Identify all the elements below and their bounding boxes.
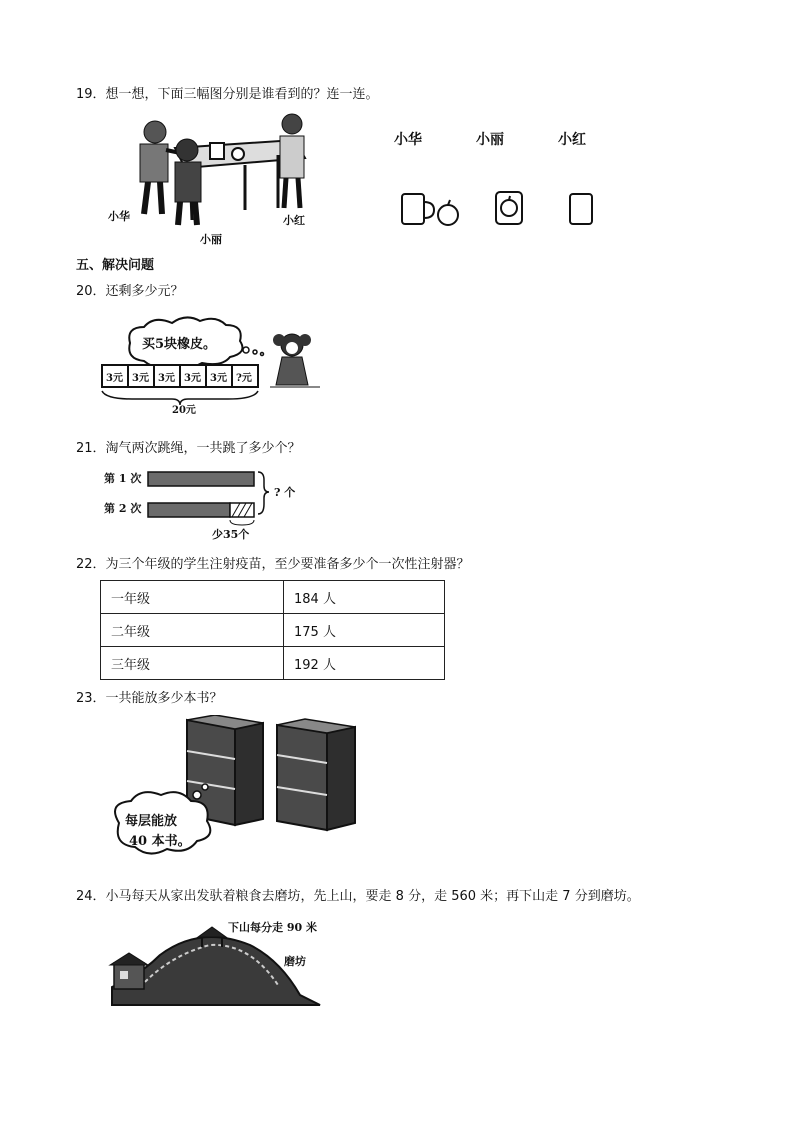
view-cup-apple-icon (402, 194, 458, 225)
count-cell: 184 人 (284, 581, 445, 614)
total-brace (258, 472, 269, 514)
row2-label: 第 2 次 (104, 502, 142, 515)
mill-label: 磨坊 (284, 955, 306, 968)
bubble-line-1: 每层能放 (125, 814, 178, 829)
person-xiaoli (175, 139, 201, 225)
view-name-xiaohua: 小华 (394, 132, 422, 148)
grade-cell: 二年级 (101, 614, 284, 647)
girl-figure (273, 334, 311, 385)
bar-cell: 3元 (158, 373, 175, 384)
scene-label-xiaoli: 小丽 (200, 233, 222, 246)
cup-on-table (210, 143, 224, 159)
view-cup-icon (570, 194, 592, 224)
vaccine-table (100, 580, 445, 680)
house-icon (110, 953, 148, 989)
money-bar (102, 365, 258, 387)
q24-figure (100, 915, 340, 1010)
question-22-text: 22．为三个年级的学生注射疫苗，至少要准备多少个一次性注射器？ (76, 557, 470, 572)
scene-label-xiaohua: 小华 (108, 210, 130, 223)
less-label: 少35个 (212, 528, 250, 541)
table-row (101, 647, 445, 680)
total-brace (102, 391, 258, 405)
count-cell: 175 人 (284, 614, 445, 647)
q19-views-figure (390, 124, 610, 234)
question-24-text: 24．小马每天从家出发驮着粮食去磨坊，先上山，要走 8 分，走 560 米；再下山走 7 分到磨坊。 (76, 889, 640, 904)
scene-label-xiaohong: 小红 (283, 214, 305, 227)
bar-first (148, 472, 254, 486)
person-xiaohong (280, 114, 304, 208)
q19-scene-figure (100, 110, 330, 250)
view-name-xiaohong: 小红 (558, 132, 586, 148)
bar-cell: 3元 (184, 373, 201, 384)
table-row (101, 614, 445, 647)
bar-cell: 3元 (210, 373, 227, 384)
total-label: 20元 (172, 405, 196, 415)
question-20-text: 20．还剩多少元？ (76, 284, 184, 299)
bar-cell: ?元 (236, 373, 252, 384)
view-cup-front-apple-icon (496, 192, 522, 224)
grade-cell: 一年级 (101, 581, 284, 614)
q21-figure (100, 466, 300, 542)
bubble-text: 买5块橡皮。 (142, 337, 217, 352)
bookshelf-right (277, 719, 355, 830)
q20-figure (100, 315, 340, 415)
bubble-line-2: 40 本书。 (129, 834, 191, 849)
question-23-text: 23．一共能放多少本书？ (76, 691, 223, 706)
section-5-title: 五、解决问题 (76, 258, 155, 273)
view-name-xiaoli: 小丽 (476, 132, 504, 148)
question-21-text: 21．淘气两次跳绳，一共跳了多少个？ (76, 441, 301, 456)
bar-cell: 3元 (106, 373, 123, 384)
grade-cell: 三年级 (101, 647, 284, 680)
count-cell: 192 人 (284, 647, 445, 680)
apple-on-table (232, 148, 244, 160)
bar-second (148, 503, 230, 517)
q23-figure (105, 715, 365, 875)
bar-cell: 3元 (132, 373, 149, 384)
row1-label: 第 1 次 (104, 472, 142, 485)
question-label: ? 个 (274, 486, 296, 499)
question-19-text: 19．想一想，下面三幅图分别是谁看到的？连一连。 (76, 87, 379, 102)
table-row (101, 581, 445, 614)
downhill-label: 下山每分走 90 米 (228, 921, 317, 934)
